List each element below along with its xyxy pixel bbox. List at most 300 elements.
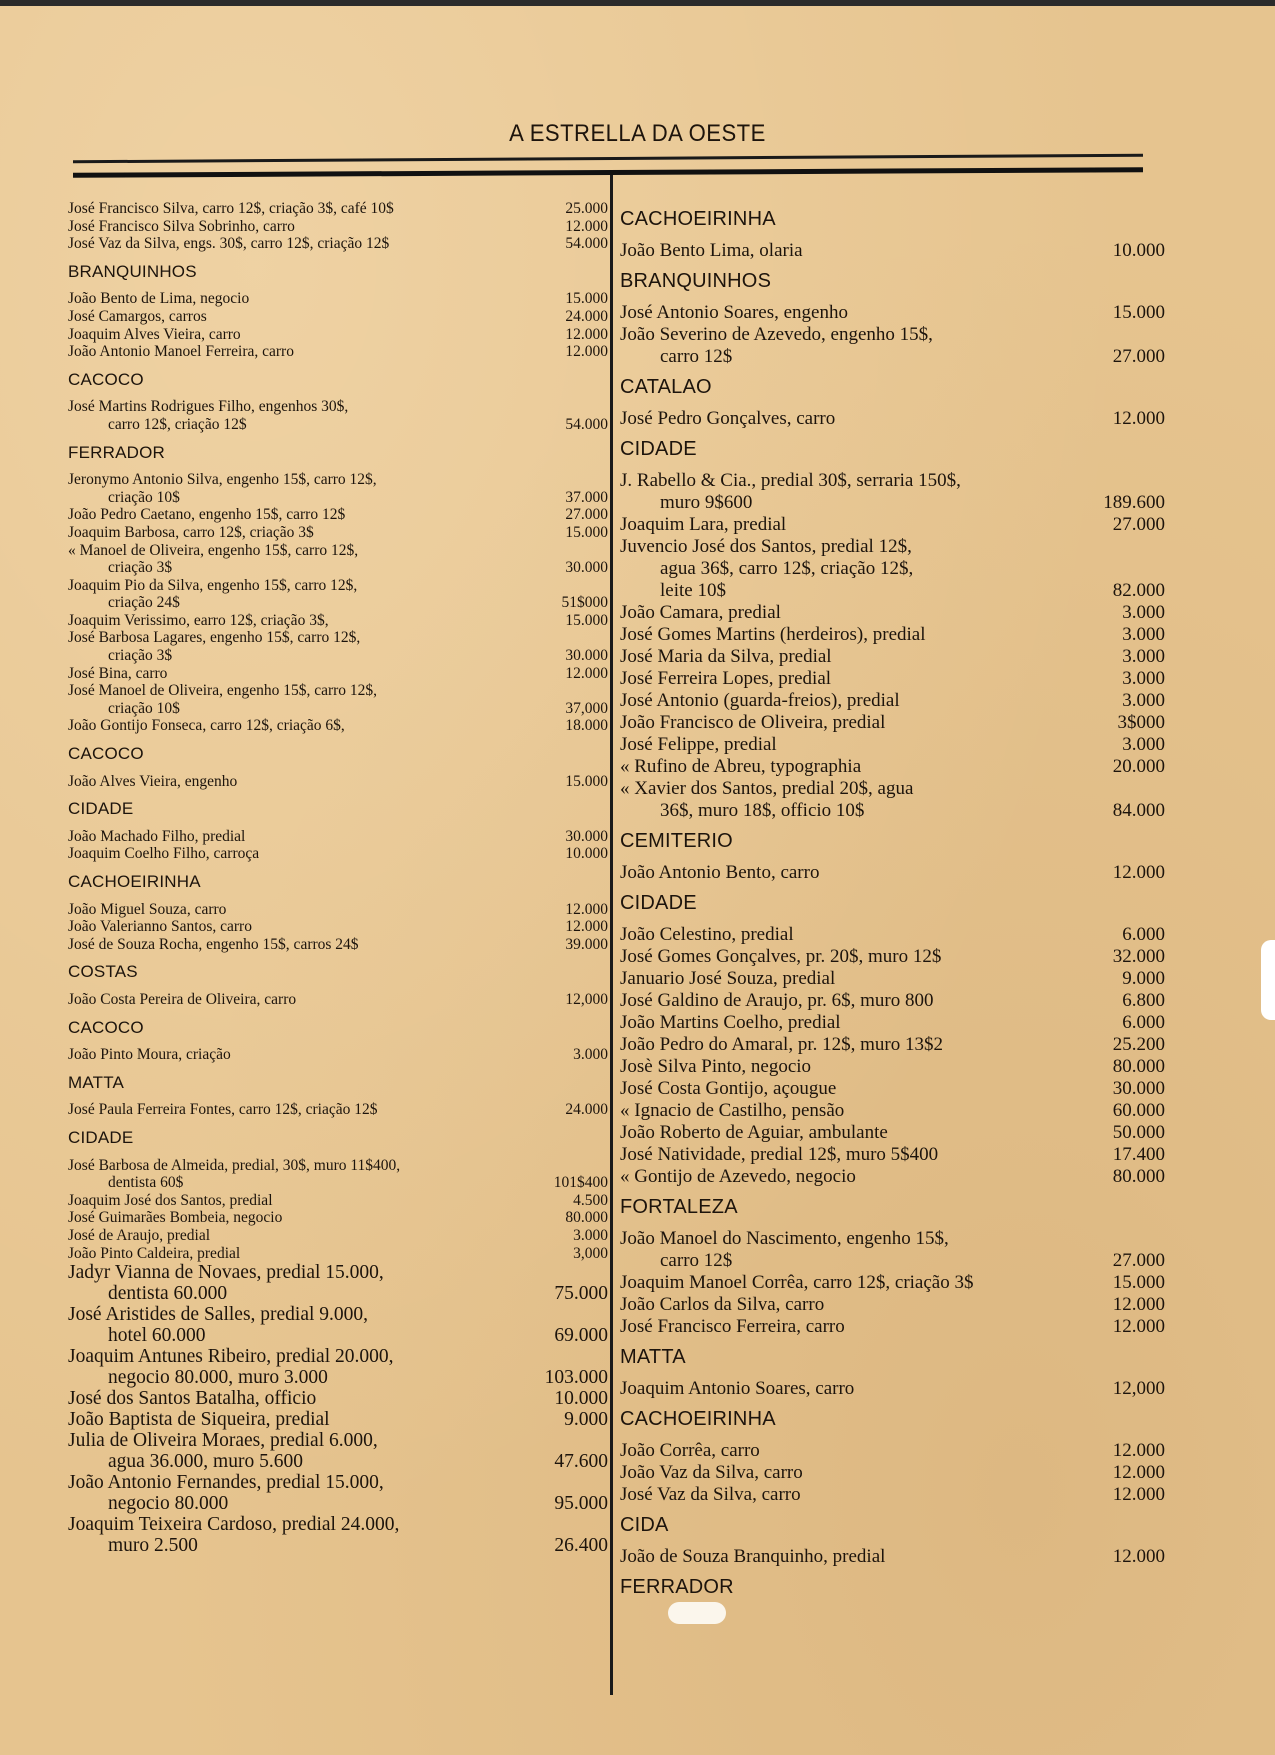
list-item <box>620 1546 1165 1568</box>
entry-amount: 75.000 <box>554 1283 608 1305</box>
entry-line: João Antonio Bento, carro <box>620 862 820 883</box>
entry-line: João Vaz da Silva, carro <box>620 1462 803 1483</box>
entry-description <box>620 690 1075 712</box>
entry-line: Juvencio José dos Santos, predial 12$, <box>620 536 912 557</box>
list-item <box>68 398 608 433</box>
entry-description <box>68 1388 538 1409</box>
entry-amount: 12.000 <box>565 900 608 918</box>
entry-description <box>620 1056 1075 1078</box>
entry-line: José Gomes Gonçalves, pr. 20$, muro 12$ <box>620 946 942 967</box>
entry-amount: 15.000 <box>565 290 608 308</box>
list-item <box>620 1378 1165 1400</box>
entry-line: João Machado Filho, predial <box>68 827 246 845</box>
entry-description <box>68 524 538 542</box>
entry-description <box>68 682 538 717</box>
entry-line: Joaquim José dos Santos, predial <box>68 1191 273 1209</box>
entry-line: Joaquim Antunes Ribeiro, predial 20.000, <box>68 1346 394 1368</box>
entry-description <box>620 1272 1075 1294</box>
list-item <box>68 343 608 361</box>
paper-stain <box>668 1602 726 1624</box>
list-item <box>620 1294 1165 1316</box>
entry-description <box>68 845 538 863</box>
entry-line: João Celestino, predial <box>620 924 794 945</box>
list-item <box>68 200 608 218</box>
entry-line: João Francisco de Oliveira, predial <box>620 712 886 733</box>
entry-line: João Pedro Caetano, engenho 15$, carro 12$ <box>68 506 346 524</box>
entry-amount: 12.000 <box>1112 1546 1165 1567</box>
entry-description <box>620 668 1075 690</box>
entry-amount: 27.000 <box>1112 514 1165 535</box>
entry-line: José Vaz da Silva, engs. 30$, carro 12$, criação 12$ <box>68 235 390 253</box>
list-item <box>68 235 608 253</box>
list-item <box>620 470 1165 514</box>
entry-line: Jadyr Vianna de Novaes, predial 15.000, <box>68 1262 384 1284</box>
entry-description <box>68 936 538 954</box>
entry-amount: 20.000 <box>1112 756 1165 777</box>
entry-line: José Pedro Gonçalves, carro <box>620 408 836 429</box>
entry-amount: 80.000 <box>1112 1166 1165 1187</box>
entry-description <box>620 924 1075 946</box>
entry-line: João Martins Coelho, predial <box>620 1012 841 1033</box>
section-cachoeirinha <box>620 1408 1165 1506</box>
entry-amount: 12.000 <box>1112 1440 1165 1461</box>
entry-line: João Severino de Azevedo, engenho 15$, <box>620 324 933 345</box>
list-item <box>68 1514 608 1556</box>
list-item <box>68 1430 608 1472</box>
list-item <box>620 756 1165 778</box>
entry-line: José Vaz da Silva, carro <box>620 1484 801 1505</box>
section-title: CIDADE <box>620 438 697 460</box>
section-title: CATALAO <box>620 376 712 398</box>
entry-line: João Bento de Lima, negocio <box>68 290 250 308</box>
list-item <box>68 326 608 344</box>
entry-amount: 12.000 <box>565 918 608 936</box>
entry-continuation-line: carro 12$ <box>660 1250 733 1271</box>
entry-description <box>620 946 1075 968</box>
entry-amount: 69.000 <box>554 1325 608 1347</box>
list-item <box>620 536 1165 602</box>
entry-amount: 12.000 <box>1112 1294 1165 1315</box>
entry-line: José Manoel de Oliveira, engenho 15$, carro 12$, <box>68 682 378 700</box>
entry-line: José dos Santos Batalha, officio <box>68 1388 317 1410</box>
list-item <box>68 612 608 630</box>
list-item <box>620 514 1165 536</box>
entry-line: José Antonio (guarda-freios), predial <box>620 690 900 711</box>
entry-line: João Costa Pereira de Oliveira, carro <box>68 990 297 1008</box>
entry-line: João Manoel do Nascimento, engenho 15$, <box>620 1228 949 1249</box>
list-item <box>68 542 608 577</box>
list-item <box>68 1209 608 1227</box>
entry-line: José Galdino de Araujo, pr. 6$, muro 800 <box>620 990 934 1011</box>
entry-amount: 25.000 <box>565 200 608 217</box>
entry-line: José Martins Rodrigues Filho, engenhos 30$, <box>68 398 349 416</box>
entry-line: Joaquim Teixeira Cardoso, predial 24.000, <box>68 1514 400 1536</box>
entry-line: José Antonio Soares, engenho <box>620 302 848 323</box>
entry-continuation-line: dentista 60$ <box>108 1174 184 1192</box>
section-cacoco <box>68 745 608 790</box>
list-item <box>68 1346 608 1388</box>
entry-amount: 12.000 <box>1112 1484 1165 1505</box>
entry-description <box>620 1294 1075 1316</box>
entry-description <box>68 506 538 524</box>
entry-line: Joaquim Barbosa, carro 12$, criação 3$ <box>68 523 314 541</box>
entry-line: « Ignacio de Castilho, pensão <box>620 1100 845 1121</box>
entry-description <box>620 968 1075 990</box>
entry-amount: 12.000 <box>1112 408 1165 429</box>
entry-amount: 54.000 <box>565 235 608 253</box>
entry-description <box>620 1100 1075 1122</box>
list-item <box>620 668 1165 690</box>
list-item <box>68 629 608 664</box>
entry-amount: 15.000 <box>565 523 608 541</box>
list-item <box>68 1304 608 1346</box>
entry-description <box>68 1209 538 1227</box>
entry-line: Joaquim Manoel Corrêa, carro 12$, criação 3$ <box>620 1272 974 1293</box>
entry-amount: 12.000 <box>1112 1462 1165 1483</box>
entry-line: José Maria da Silva, predial <box>620 646 832 667</box>
entry-amount: 10.000 <box>554 1388 608 1410</box>
entry-description <box>68 326 538 344</box>
entry-line: José Bina, carro <box>68 664 168 682</box>
list-item <box>68 1046 608 1064</box>
entry-line: Joaquim Coelho Filho, carroça <box>68 845 260 863</box>
entry-description <box>620 536 1075 602</box>
entry-amount: 30.000 <box>565 559 608 577</box>
entry-amount: 6.800 <box>1122 990 1165 1011</box>
entry-description <box>620 1316 1075 1338</box>
list-item <box>68 1157 608 1192</box>
section-title: CIDADE <box>68 1127 134 1147</box>
entry-description <box>68 1472 538 1514</box>
entry-line: João Pedro do Amaral, pr. 12$, muro 13$2 <box>620 1034 943 1055</box>
entry-amount: 80.000 <box>565 1209 608 1227</box>
section-branquinhos <box>68 263 608 361</box>
entry-line: José Camargos, carros <box>68 307 207 325</box>
entry-description <box>68 1304 538 1346</box>
entry-description <box>68 218 538 236</box>
masthead-title: A ESTRELLA DA OESTE <box>509 120 766 147</box>
list-item <box>68 773 608 791</box>
entry-description <box>620 990 1075 1012</box>
entry-amount: 3$000 <box>1117 712 1165 733</box>
section-title: CIDA <box>620 1514 669 1536</box>
entry-amount: 3.000 <box>1122 624 1165 645</box>
list-item <box>620 1056 1165 1078</box>
entry-amount: 24.000 <box>565 307 608 325</box>
entry-amount: 4.500 <box>573 1191 608 1209</box>
list-item <box>68 717 608 735</box>
list-item <box>68 1472 608 1514</box>
entry-amount: 3.000 <box>573 1226 608 1244</box>
entry-line: João Roberto de Aguiar, ambulante <box>620 1122 888 1143</box>
header-rule-thin <box>73 154 1143 164</box>
left-column <box>68 200 608 1558</box>
entry-description <box>68 1245 538 1263</box>
entry-amount: 82.000 <box>1112 580 1165 601</box>
entry-description <box>620 1462 1075 1484</box>
entry-description <box>68 991 538 1009</box>
section-matta <box>620 1346 1165 1400</box>
entry-amount: 3.000 <box>1122 602 1165 623</box>
entry-amount: 80.000 <box>1112 1056 1165 1077</box>
entry-description <box>68 918 538 936</box>
entry-description <box>620 646 1075 668</box>
section-cida <box>620 1514 1165 1568</box>
list-item <box>620 1228 1165 1272</box>
section-title: MATTA <box>620 1346 686 1368</box>
entry-amount: 3.000 <box>1122 668 1165 689</box>
entry-line: José Paula Ferreira Fontes, carro 12$, criação 12$ <box>68 1101 378 1119</box>
entry-amount: 27.000 <box>1112 346 1165 367</box>
list-item <box>620 1100 1165 1122</box>
list-item <box>68 1245 608 1263</box>
list-item <box>68 828 608 846</box>
section-cidade <box>68 800 608 863</box>
entry-description <box>620 1484 1075 1506</box>
list-item <box>620 1440 1165 1462</box>
entry-description <box>68 1101 538 1119</box>
entry-amount: 12,000 <box>565 990 608 1008</box>
section-title: BRANQUINHOS <box>620 270 772 292</box>
entry-description <box>620 1228 1075 1272</box>
entry-description <box>68 1157 538 1192</box>
entry-line: João de Souza Branquinho, predial <box>620 1546 886 1567</box>
list-item <box>620 624 1165 646</box>
section-title: CACOCO <box>68 744 144 764</box>
list-item <box>68 218 608 236</box>
list-item <box>620 240 1165 262</box>
entry-line: João Antonio Fernandes, predial 15.000, <box>68 1472 384 1494</box>
entry-description <box>68 1192 538 1210</box>
entry-line: João Antonio Manoel Ferreira, carro <box>68 343 294 361</box>
entry-line: José Ferreira Lopes, predial <box>620 668 832 689</box>
section-costas <box>68 963 608 1008</box>
entry-line: Joaquim Verissimo, earro 12$, criação 3$, <box>68 611 329 629</box>
section-title: CACOCO <box>68 1017 144 1037</box>
section-continued <box>68 200 608 253</box>
section-title: FERRADOR <box>620 1576 734 1598</box>
list-item <box>620 1034 1165 1056</box>
entry-line: João Camara, predial <box>620 602 781 623</box>
list-item <box>68 506 608 524</box>
entry-continuation-line: carro 12$ <box>660 346 733 367</box>
entry-line: José Gomes Martins (herdeiros), predial <box>620 624 926 645</box>
entry-line: José Guimarães Bombeia, negocio <box>68 1209 283 1227</box>
section-title: CACHOEIRINHA <box>620 1408 776 1430</box>
entry-amount: 47.600 <box>554 1451 608 1473</box>
entry-description <box>68 828 538 846</box>
entry-description <box>620 302 1075 324</box>
entry-amount: 12.000 <box>1112 862 1165 883</box>
list-item <box>620 1144 1165 1166</box>
entry-amount: 189.600 <box>1103 492 1165 513</box>
section-cachoeirinha <box>68 873 608 953</box>
entry-description <box>68 200 538 218</box>
entry-description <box>68 308 538 326</box>
entry-line: João Carlos da Silva, carro <box>620 1294 825 1315</box>
list-item <box>68 524 608 542</box>
entry-continuation-line: agua 36$, carro 12$, criação 12$, <box>660 558 914 579</box>
section-title: CACHOEIRINHA <box>68 872 201 891</box>
section-ferrador <box>68 444 608 736</box>
entry-continuation-line: muro 9$600 <box>660 492 753 513</box>
entry-description <box>68 577 538 612</box>
entry-description <box>620 1078 1075 1100</box>
entry-amount: 3.000 <box>1122 646 1165 667</box>
entry-amount: 39.000 <box>565 935 608 953</box>
entry-continuation-line: criação 3$ <box>108 559 173 577</box>
entry-description <box>620 1546 1075 1568</box>
entry-amount: 51$000 <box>561 594 608 612</box>
entry-amount: 32.000 <box>1112 946 1165 967</box>
entry-line: João Pinto Moura, criação <box>68 1046 231 1064</box>
section-cidade <box>620 438 1165 822</box>
entry-description <box>68 290 538 308</box>
entry-description <box>620 470 1075 514</box>
list-item <box>620 862 1165 884</box>
entry-line: « Xavier dos Santos, predial 20$, agua <box>620 778 914 799</box>
entry-description <box>620 1166 1075 1188</box>
entry-description <box>620 1034 1075 1056</box>
entry-amount: 15.000 <box>1112 1272 1165 1293</box>
list-item <box>620 324 1165 368</box>
entry-description <box>68 1430 538 1472</box>
list-item <box>620 778 1165 822</box>
list-item <box>68 577 608 612</box>
entry-description <box>620 862 1075 884</box>
entry-amount: 3.000 <box>1122 690 1165 711</box>
list-item <box>620 302 1165 324</box>
section-title: CACOCO <box>68 369 144 389</box>
entry-continuation-line: criação 3$ <box>108 647 173 665</box>
entry-amount: 30.000 <box>1112 1078 1165 1099</box>
entry-description <box>620 1440 1075 1462</box>
entry-amount: 25.200 <box>1112 1034 1165 1055</box>
entry-amount: 12,000 <box>1112 1378 1165 1399</box>
right-column <box>620 200 1165 1608</box>
entry-line: Joaquim Antonio Soares, carro <box>620 1378 855 1399</box>
entry-amount: 18.000 <box>565 717 608 735</box>
section-matta <box>68 1074 608 1119</box>
entry-line: Jeronymo Antonio Silva, engenho 15$, carro 12$, <box>68 471 377 489</box>
entry-line: Joaquim Lara, predial <box>620 514 787 535</box>
entry-line: João Valerianno Santos, carro <box>68 918 252 936</box>
list-item <box>620 1462 1165 1484</box>
list-item <box>68 471 608 506</box>
entry-line: Joaquim Alves Vieira, carro <box>68 325 241 343</box>
paper-tear <box>1261 940 1275 1020</box>
entry-amount: 60.000 <box>1112 1100 1165 1121</box>
entry-amount: 12.000 <box>565 325 608 343</box>
entry-line: João Miguel Souza, carro <box>68 900 227 918</box>
entry-amount: 15.000 <box>1112 302 1165 323</box>
entry-amount: 6.000 <box>1122 924 1165 945</box>
entry-line: João Pinto Caldeira, predial <box>68 1244 241 1262</box>
entry-description <box>620 1122 1075 1144</box>
entry-line: João Corrêa, carro <box>620 1440 760 1461</box>
section-fortaleza <box>620 1196 1165 1338</box>
entry-description <box>68 398 538 433</box>
entry-description <box>68 717 538 735</box>
entry-continuation-line: agua 36.000, muro 5.600 <box>108 1451 303 1473</box>
entry-line: Julia de Oliveira Moraes, predial 6.000, <box>68 1430 378 1452</box>
entry-line: José Francisco Silva, carro 12$, criação 3$, café 10$ <box>68 200 394 217</box>
entry-amount: 26.400 <box>554 1535 608 1557</box>
list-item <box>68 918 608 936</box>
list-item <box>68 1409 608 1430</box>
section-cemiterio <box>620 830 1165 884</box>
entry-amount: 84.000 <box>1112 800 1165 821</box>
entry-continuation-line: criação 10$ <box>108 488 180 506</box>
list-item <box>68 1262 608 1304</box>
entry-line: Joaquim Pio da Silva, engenho 15$, carro 12$, <box>68 576 358 594</box>
entry-continuation-line: hotel 60.000 <box>108 1325 206 1347</box>
list-item <box>68 1192 608 1210</box>
section-cacoco <box>68 1019 608 1064</box>
entry-line: José Aristides de Salles, predial 9.000, <box>68 1304 369 1326</box>
section-title: MATTA <box>68 1072 125 1092</box>
entry-description <box>68 1227 538 1245</box>
entry-line: José Barbosa Lagares, engenho 15$, carro 12$, <box>68 629 361 647</box>
entry-description <box>620 324 1075 368</box>
entry-amount: 103.000 <box>544 1367 608 1389</box>
section-title: FERRADOR <box>68 442 165 462</box>
list-item <box>68 665 608 683</box>
list-item <box>620 1166 1165 1188</box>
entry-amount: 15.000 <box>565 772 608 790</box>
entry-description <box>620 1144 1075 1166</box>
entry-description <box>68 1346 538 1388</box>
list-item <box>620 1272 1165 1294</box>
entry-description <box>620 778 1075 822</box>
section-title: FORTALEZA <box>620 1196 738 1218</box>
entry-continuation-line: muro 2.500 <box>108 1535 198 1557</box>
entry-description <box>620 624 1075 646</box>
entry-line: José Natividade, predial 12$, muro 5$400 <box>620 1144 939 1165</box>
entry-amount: 9.000 <box>1122 968 1165 989</box>
section-title: CACHOEIRINHA <box>620 208 776 230</box>
entry-description <box>620 734 1075 756</box>
entry-line: José Costa Gontijo, açougue <box>620 1078 837 1099</box>
list-item <box>620 734 1165 756</box>
section-cachoeirinha <box>620 208 1165 262</box>
list-item <box>620 1012 1165 1034</box>
list-item <box>68 936 608 954</box>
entry-amount: 37,000 <box>565 699 608 717</box>
list-item <box>620 712 1165 734</box>
entry-amount: 27.000 <box>1112 1250 1165 1271</box>
entry-description <box>68 343 538 361</box>
entry-line: J. Rabello & Cia., predial 30$, serraria 150$, <box>620 470 961 491</box>
entry-amount: 101$400 <box>553 1174 608 1192</box>
entry-amount: 24.000 <box>565 1101 608 1119</box>
list-item <box>68 1388 608 1409</box>
entry-continuation-line: leite 10$ <box>660 580 726 601</box>
entry-line: José Francisco Ferreira, carro <box>620 1316 845 1337</box>
entry-continuation-line: criação 10$ <box>108 699 180 717</box>
section-branquinhos <box>620 270 1165 368</box>
entry-description <box>68 901 538 919</box>
entry-line: João Bento Lima, olaria <box>620 240 803 261</box>
entry-continuation-line: carro 12$, criação 12$ <box>108 415 247 433</box>
entry-description <box>68 1262 538 1304</box>
list-item <box>68 682 608 717</box>
entry-amount: 50.000 <box>1112 1122 1165 1143</box>
entry-amount: 54.000 <box>565 415 608 433</box>
list-item <box>620 1122 1165 1144</box>
entry-description <box>68 773 538 791</box>
section-title: COSTAS <box>68 962 138 982</box>
